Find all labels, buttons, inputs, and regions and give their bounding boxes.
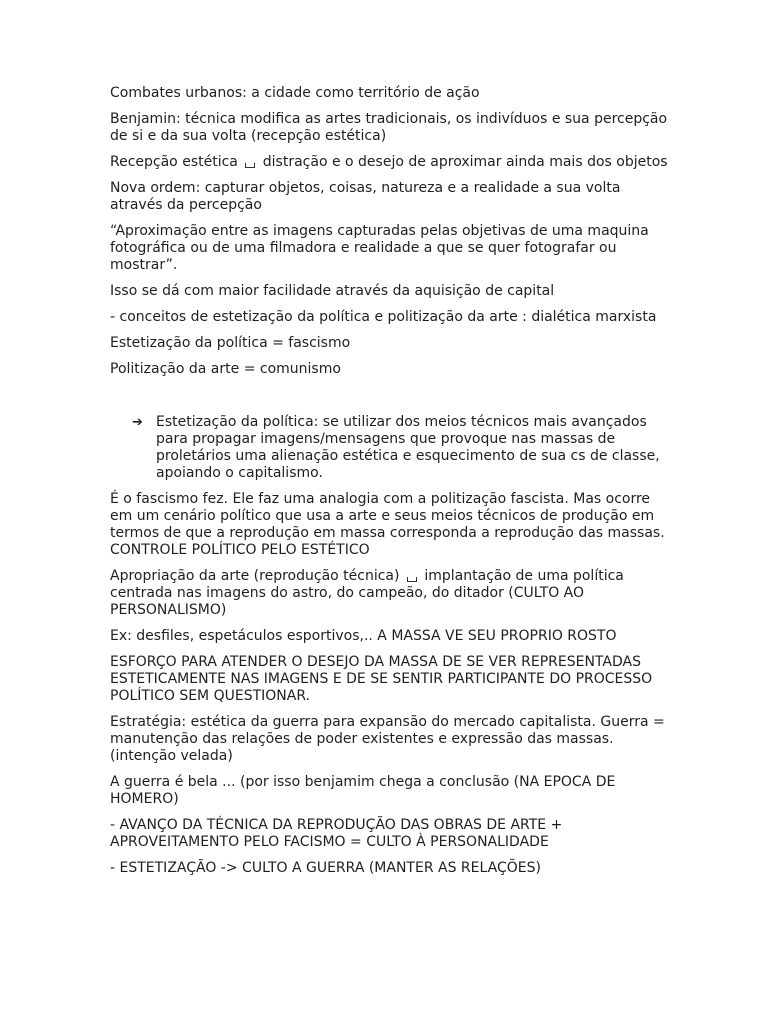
paragraph-part: distração e o desejo de aproximar ainda mais dos objetos xyxy=(262,154,668,170)
paragraph: ESFORÇO PARA ATENDER O DESEJO DA MASSA DE SE VER REPRESENTADAS ESTETICAMENTE NAS IMAGENS E DE SE SENTIR PARTICIPANTE DO PROCESSO POLÍTICO SEM QUESTIONAR. xyxy=(110,654,653,704)
list-item xyxy=(132,414,670,482)
paragraph: “Aproximação entre as imagens capturadas pelas objetivas de uma maquina fotográfica ou de uma filmadora e realidade a que se quer fotografar ou mostrar”. xyxy=(110,223,649,273)
paragraph-part: implantação de uma política centrada nas imagens do astro, do campeão, do ditador (CULTO AO PERSONALISMO) xyxy=(110,568,624,618)
blank-line xyxy=(110,387,670,414)
paragraph: A guerra é bela ... (por isso benjamim chega a conclusão (NA EPOCA DE HOMERO) xyxy=(110,774,616,807)
paragraph-part: Apropriação da arte (reprodução técnica) xyxy=(110,568,400,584)
paragraph: Politização da arte = comunismo xyxy=(110,361,341,377)
paragraph: Estetização da política = fascismo xyxy=(110,335,351,351)
arrow-bullet-icon: ➔ xyxy=(132,415,143,430)
paragraph: É o fascismo fez. Ele faz uma analogia com a politização fascista. Mas ocorre em um cenário político que usa a arte e seus meios técnicos de produção em termos de que a reprodução em massa corresponda a reprodução das massas. CONTROLE POLÍTICO PELO ESTÉTICO xyxy=(110,491,665,558)
placeholder-glyph-icon xyxy=(407,577,417,582)
paragraph: Estratégia: estética da guerra para expansão do mercado capitalista. Guerra = manutenção das relações de poder existentes e expressão das massas. (intenção velada) xyxy=(110,714,665,764)
paragraph xyxy=(110,154,670,171)
paragraph: Ex: desfiles, espetáculos esportivos,.. A MASSA VE SEU PROPRIO ROSTO xyxy=(110,628,617,644)
paragraph: Nova ordem: capturar objetos, coisas, natureza e a realidade a sua volta através da percepção xyxy=(110,180,621,213)
placeholder-glyph-icon xyxy=(245,163,255,168)
paragraph-part: Recepção estética xyxy=(110,154,238,170)
paragraph: Isso se dá com maior facilidade através da aquisição de capital xyxy=(110,283,555,299)
paragraph xyxy=(110,568,670,619)
document-body xyxy=(110,85,670,886)
list-item-text: Estetização da política: se utilizar dos meios técnicos mais avançados para propagar imagens/mensagens que provoque nas massas de proletários uma alienação estética e esquecimento de sua cs de classe, apoiando o capitalismo. xyxy=(156,414,660,481)
paragraph: Benjamin: técnica modifica as artes tradicionais, os indivíduos e sua percepção de si e da sua volta (recepção estética) xyxy=(110,111,668,144)
paragraph: - conceitos de estetização da política e politização da arte : dialética marxista xyxy=(110,309,657,325)
paragraph: - AVANÇO DA TÉCNICA DA REPRODUÇÃO DAS OBRAS DE ARTE + APROVEITAMENTO PELO FACISMO = CULTO À PERSONALIDADE xyxy=(110,817,563,850)
paragraph: - ESTETIZAÇÃO -> CULTO A GUERRA (MANTER AS RELAÇÕES) xyxy=(110,860,541,876)
paragraph: Combates urbanos: a cidade como território de ação xyxy=(110,85,480,101)
